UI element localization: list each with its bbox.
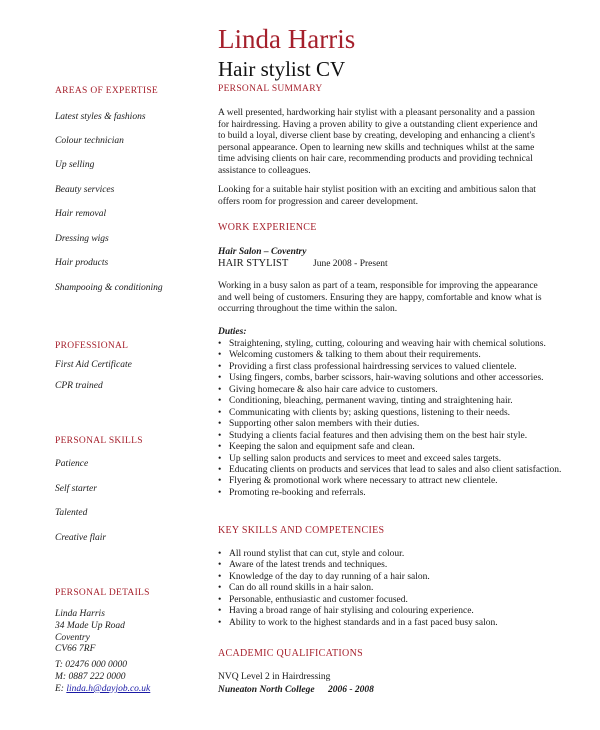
- professional-heading: PROFESSIONAL: [55, 341, 129, 351]
- job-description-line: and well being of customers. Ensuring they are happy, comfortable and know what is: [218, 292, 542, 303]
- duty-item: • Providing a first class professional hairdressing services to valued clientele.: [218, 362, 561, 373]
- details-email-line: [55, 684, 150, 696]
- duty-item: • Flyering & promotional work where necessary to attract new clientele.: [218, 476, 561, 487]
- duty-item: • Welcoming customers & talking to them about their requirements.: [218, 350, 561, 361]
- expertise-heading: AREAS OF EXPERTISE: [55, 86, 159, 96]
- qualification: NVQ Level 2 in Hairdressing: [218, 672, 331, 682]
- duty-item: • Giving homecare & also hair care advice to customers.: [218, 385, 561, 396]
- summary-heading: PERSONAL SUMMARY: [218, 84, 323, 94]
- key-skill-item: • Ability to work to the highest standards and in a fast paced busy salon.: [218, 618, 498, 629]
- objective-line: Looking for a suitable hair stylist position with an exciting and ambitious salon that: [218, 185, 536, 195]
- college-name: Nuneaton North College: [218, 685, 315, 695]
- details-town: Coventry: [55, 632, 90, 643]
- expertise-item: Colour technician: [55, 136, 124, 146]
- duty-item: • Up selling salon products and services to meet and exceed sales targets.: [218, 454, 561, 465]
- expertise-item: Latest styles & fashions: [55, 112, 146, 122]
- key-skill-item: • Having a broad range of hair stylising and colouring experience.: [218, 606, 498, 617]
- summary-paragraph: [218, 108, 537, 178]
- email-link[interactable]: linda.h@dayjob.co.uk: [66, 683, 151, 694]
- expertise-item: Hair products: [55, 258, 109, 268]
- job-role: HAIR STYLIST: [218, 258, 289, 269]
- expertise-item: Beauty services: [55, 185, 115, 195]
- candidate-name: Linda Harris: [218, 24, 356, 54]
- details-heading: PERSONAL DETAILS: [55, 588, 150, 598]
- summary-line: time advising clients on hair care, recommending products and providing technical: [218, 154, 533, 165]
- duty-item: • Keeping the salon and equipment safe and clean.: [218, 442, 561, 453]
- objective-paragraph: [218, 185, 536, 208]
- duty-item: • Educating clients on products and services that lead to sales and also client satisfaction.: [218, 465, 561, 476]
- academic-heading: ACADEMIC QUALIFICATIONS: [218, 648, 363, 659]
- key-skills-heading: KEY SKILLS AND COMPETENCIES: [218, 525, 385, 536]
- details-telephone: T: 02476 000 0000: [55, 660, 128, 671]
- professional-item: First Aid Certificate: [55, 360, 132, 370]
- skill-item: Creative flair: [55, 533, 107, 543]
- summary-line: personal appearance. Open to learning new skills and techniques whilst at the same: [218, 142, 535, 153]
- duty-item: • Studying a clients facial features and then advising them on the best hair style.: [218, 431, 561, 442]
- duties-label: Duties:: [218, 327, 247, 337]
- expertise-item: Up selling: [55, 160, 95, 170]
- duty-item: • Conditioning, bleaching, permanent waving, tinting and straightening hair.: [218, 396, 561, 407]
- study-years: 2006 - 2008: [328, 685, 374, 695]
- skill-item: Patience: [55, 459, 89, 469]
- duties-list: [218, 339, 561, 499]
- details-mobile: M: 0887 222 0000: [55, 671, 126, 682]
- email-prefix: E:: [55, 683, 67, 694]
- expertise-item: Hair removal: [55, 209, 107, 219]
- objective-line: offers room for progression and career development.: [218, 196, 419, 207]
- duty-item: • Promoting re-booking and referrals.: [218, 488, 561, 499]
- details-name: Linda Harris: [55, 609, 105, 619]
- job-description-line: Working in a busy salon as part of a team, responsible for improving the appearance: [218, 281, 538, 291]
- experience-heading: WORK EXPERIENCE: [218, 222, 317, 233]
- key-skill-item: • All round stylist that can cut, style and colour.: [218, 549, 498, 560]
- summary-line: A well presented, hardworking hair stylist with a pleasant personality and a passion: [218, 108, 535, 118]
- expertise-item: Dressing wigs: [55, 234, 109, 244]
- employer: Hair Salon – Coventry: [218, 247, 307, 257]
- duty-item: • Communicating with clients by; asking questions, listening to their needs.: [218, 408, 561, 419]
- summary-line: assistance to colleagues.: [218, 165, 311, 176]
- duty-item: • Supporting other salon members with their duties.: [218, 419, 561, 430]
- professional-item: CPR trained: [55, 381, 103, 391]
- cv-title: Hair stylist CV: [218, 57, 346, 81]
- job-dates: June 2008 - Present: [313, 259, 388, 269]
- summary-line: for hairdressing. Having a proven ability to give a outstanding client experience and: [218, 119, 538, 130]
- key-skill-item: • Personable, enthusiastic and customer focused.: [218, 595, 498, 606]
- duty-item: • Straightening, styling, cutting, colouring and weaving hair with chemical solutions.: [218, 339, 561, 350]
- skill-item: Talented: [55, 508, 88, 518]
- key-skill-item: • Aware of the latest trends and techniques.: [218, 560, 498, 571]
- job-description-line: occurring throughout the time within the salon.: [218, 304, 398, 315]
- details-postcode: CV66 7RF: [55, 644, 96, 655]
- key-skill-item: • Can do all round skills in a hair salon.: [218, 583, 498, 594]
- expertise-item: Shampooing & conditioning: [55, 283, 163, 293]
- details-street: 34 Made Up Road: [55, 620, 125, 631]
- duty-item: • Using fingers, combs, barber scissors, hair-waving solutions and other accessories.: [218, 373, 561, 384]
- skills-heading: PERSONAL SKILLS: [55, 436, 143, 446]
- personal-details: [55, 609, 150, 696]
- key-skills-list: [218, 549, 498, 629]
- key-skill-item: • Knowledge of the day to day running of a hair salon.: [218, 572, 498, 583]
- job-description: [218, 281, 542, 316]
- summary-line: to build a loyal, diverse client base by creating, developing and enhancing a client's: [218, 131, 535, 142]
- skill-item: Self starter: [55, 484, 97, 494]
